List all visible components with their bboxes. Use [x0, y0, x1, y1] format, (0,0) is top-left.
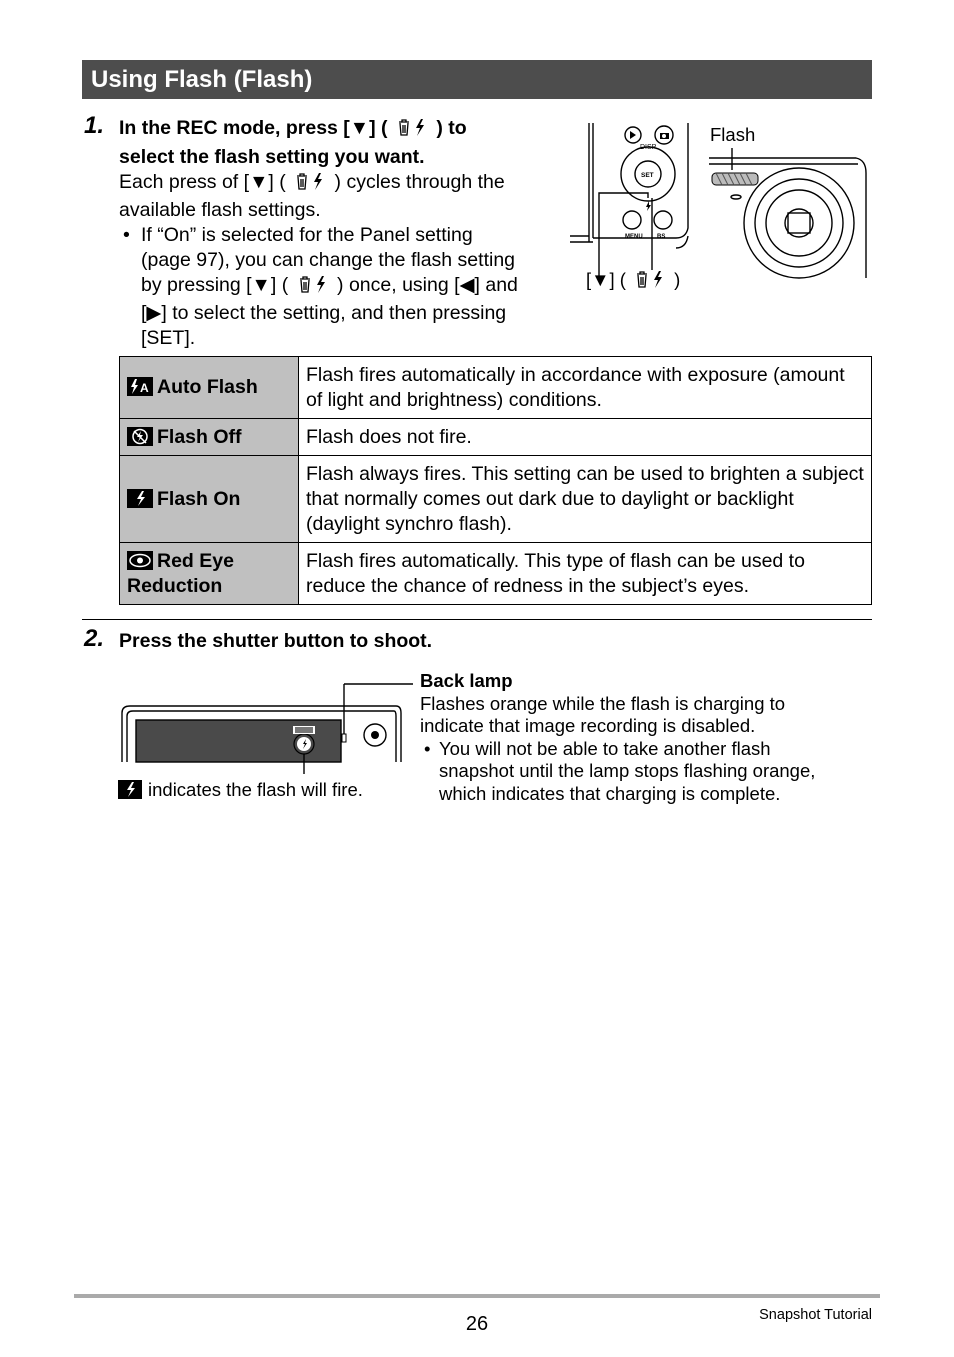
button-callout-part: [▼] ( [586, 269, 626, 290]
page-number: 26 [465, 1313, 489, 1335]
footer-rule [74, 1294, 880, 1298]
red-eye-icon [127, 551, 153, 570]
setting-name: Flash On [157, 487, 241, 510]
bullet-line: You will not be able to take another flash [439, 737, 771, 759]
back-lamp-callout [420, 670, 860, 805]
bullet-marker: • [424, 737, 431, 759]
menu-label: MENU [625, 234, 643, 240]
bullet-marker: • [123, 224, 130, 246]
flash-settings-table [119, 356, 872, 605]
step-description [119, 170, 559, 351]
table-row [120, 357, 872, 419]
trash-flash-icon [291, 171, 329, 198]
flash-indicator-caption: indicates the flash will fire. [148, 779, 363, 800]
flash-off-icon [127, 427, 153, 446]
back-lamp-bullet [420, 738, 860, 806]
setting-name-cell [120, 357, 299, 419]
footer-section-name: Snapshot Tutorial [759, 1307, 872, 1323]
bullet-line: which indicates that charging is complete. [439, 782, 781, 804]
flash-on-icon [118, 780, 142, 799]
camera-back-illustration [118, 678, 418, 778]
bullet-line: [SET]. [141, 327, 196, 349]
trash-flash-icon [294, 274, 332, 301]
bullet-line: snapshot until the lamp stops flashing orange, [439, 760, 816, 781]
bullet-part: ) once, using [◀] and [337, 274, 518, 296]
step-number: 1. [84, 112, 105, 139]
step-title [119, 115, 559, 170]
section-title: Using Flash (Flash) [82, 60, 872, 99]
setting-name-cell [120, 419, 299, 456]
desc-line: available flash settings. [119, 199, 321, 221]
table-row [120, 543, 872, 605]
desc-part: Each press of [▼] ( [119, 171, 286, 193]
setting-name-cell [120, 456, 299, 543]
auto-flash-icon [127, 377, 153, 396]
back-lamp-title: Back lamp [420, 670, 513, 691]
set-label: SET [641, 172, 654, 179]
back-lamp-line: Flashes orange while the flash is charging to [420, 692, 786, 714]
trash-flash-icon [631, 269, 669, 294]
bs-label: BS [657, 234, 666, 240]
step-title-line: select the flash setting you want. [119, 146, 425, 168]
setting-description: Flash always fires. This setting can be used to brighten a subject that normally comes out dark due to daylight or backlight (daylight synchro flash). [299, 456, 872, 543]
bullet-part: by pressing [▼] ( [141, 274, 289, 296]
bullet-line: (page 97), you can change the flash setting [141, 249, 516, 271]
table-row [120, 456, 872, 543]
bullet-line: If “On” is selected for the Panel setting [141, 224, 473, 246]
note-bullet [119, 223, 559, 351]
step-title: Press the shutter button to shoot. [119, 630, 433, 652]
setting-name: Auto Flash [157, 376, 258, 398]
setting-name: Red Eye Reduction [127, 549, 234, 597]
camera-back-drawing [118, 678, 418, 778]
flash-callout: Flash [710, 124, 756, 145]
bullet-line: [▶] to select the setting, and then pressing [141, 302, 507, 324]
step-divider [82, 619, 872, 620]
step-title-part: ) to [436, 117, 467, 139]
flash-indicator-note [118, 779, 363, 801]
disp-label: DISP [640, 144, 657, 151]
trash-flash-icon [393, 117, 431, 144]
setting-name-cell [120, 543, 299, 605]
step-number: 2. [84, 625, 105, 652]
button-callout [586, 269, 680, 294]
table-row [120, 419, 872, 456]
button-callout-part: ) [674, 269, 681, 290]
svg-text:A: A [140, 381, 149, 395]
setting-description: Flash fires automatically in accordance with exposure (amount of light and brightness) conditions. [299, 357, 872, 419]
desc-part: ) cycles through the [334, 171, 505, 193]
back-lamp-line: indicate that image recording is disabled. [420, 715, 756, 736]
flash-on-icon [127, 489, 153, 508]
setting-description: Flash does not fire. [299, 419, 872, 456]
setting-name: Flash Off [157, 425, 242, 448]
step-title-part: In the REC mode, press [▼] ( [119, 117, 388, 139]
setting-description: Flash fires automatically. This type of flash can be used to reduce the chance of redness in the subject’s eyes. [299, 543, 872, 605]
